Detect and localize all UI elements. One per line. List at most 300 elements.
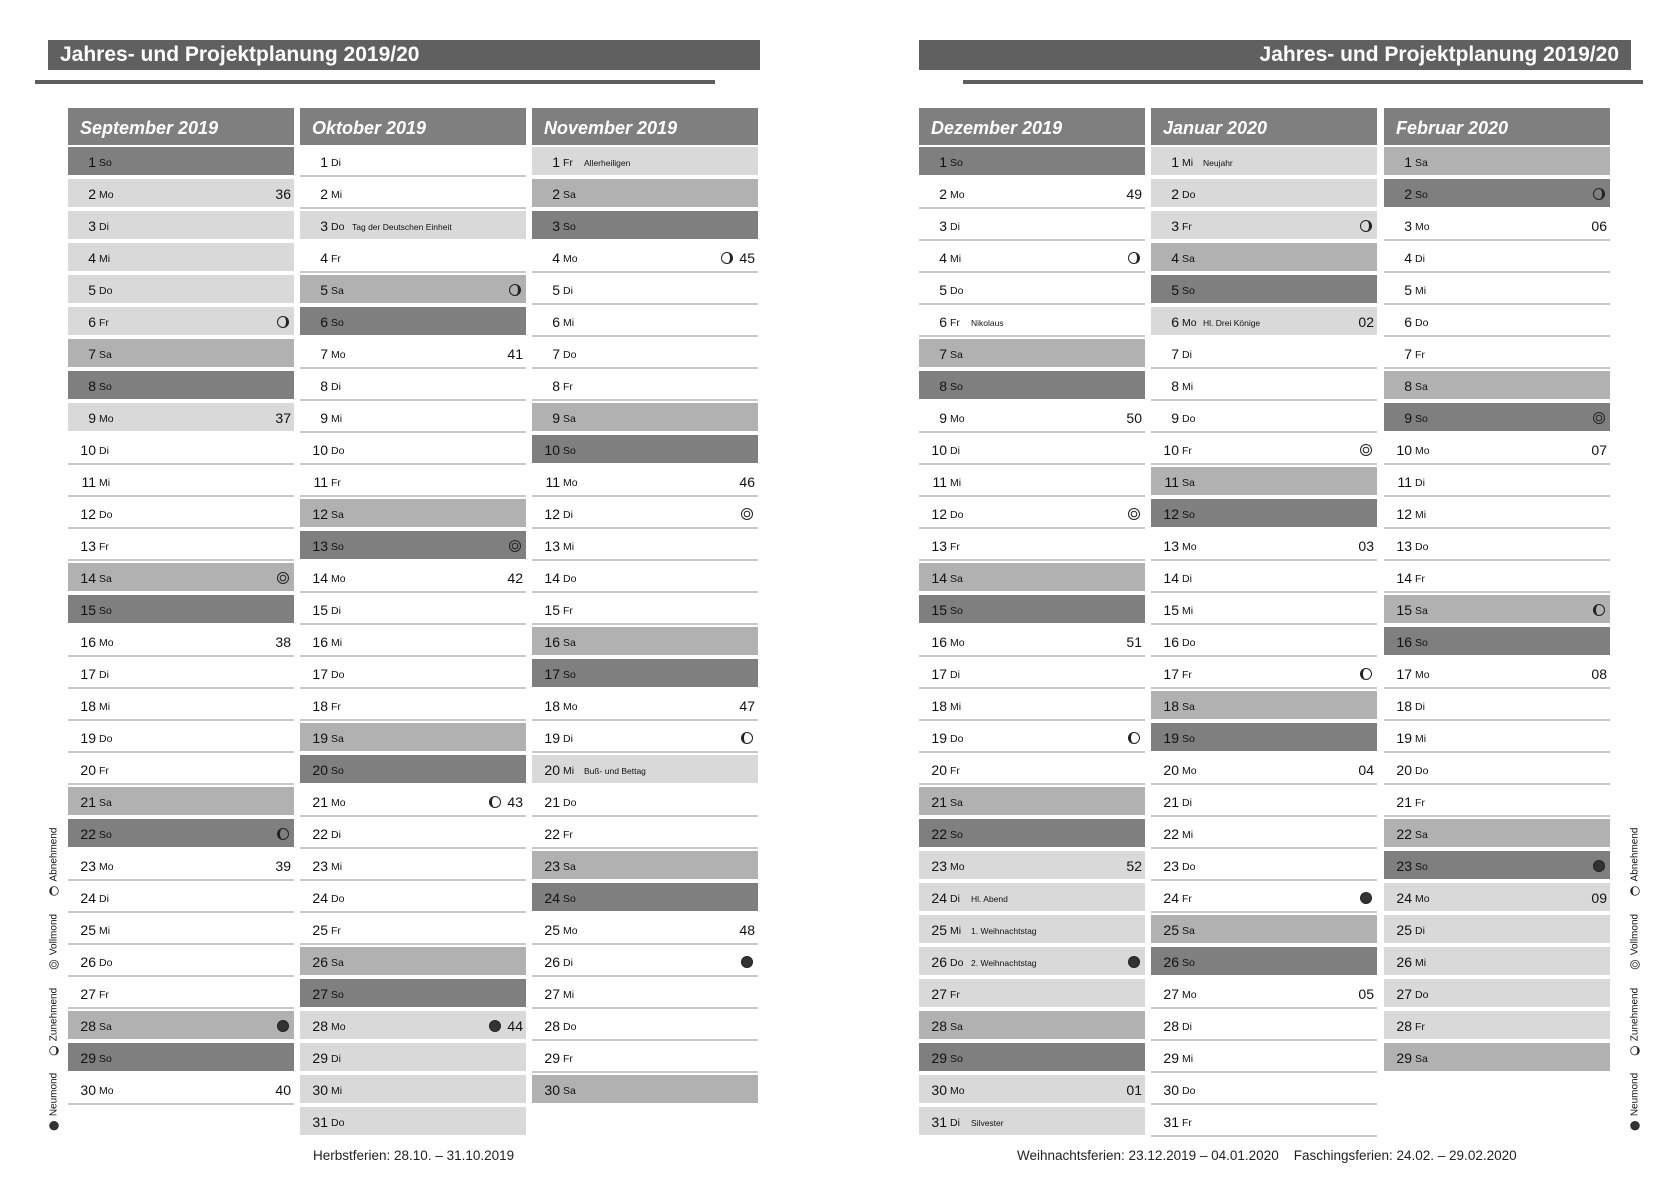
- day-row: [532, 179, 758, 209]
- weekday-label: Fr: [99, 989, 109, 1001]
- week-number: 09: [1591, 890, 1607, 906]
- weekday-label: Fr: [950, 765, 960, 777]
- new-moon-icon: [488, 1019, 502, 1033]
- day-number: 31: [1163, 1114, 1179, 1130]
- weekday-label: Fr: [563, 157, 573, 169]
- day-row: [919, 147, 1145, 177]
- weekday-label: Do: [563, 349, 577, 361]
- weekday-label: Di: [1415, 701, 1425, 713]
- day-row: [300, 499, 526, 529]
- waning-moon-icon: [1592, 603, 1606, 617]
- month-column: [1151, 108, 1377, 1137]
- day-row: [919, 435, 1145, 465]
- day-number: 12: [1396, 506, 1412, 522]
- day-row: [300, 1043, 526, 1073]
- week-number: 01: [1126, 1082, 1142, 1098]
- day-row: [1151, 467, 1377, 497]
- day-row: [919, 339, 1145, 369]
- weekday-label: Sa: [950, 349, 963, 361]
- weekday-label: Do: [950, 285, 964, 297]
- week-number: 05: [1358, 986, 1374, 1002]
- weekday-label: Mo: [1415, 893, 1430, 905]
- day-number: 19: [80, 730, 96, 746]
- day-number: 30: [80, 1082, 96, 1098]
- day-number: 7: [1404, 346, 1412, 362]
- day-row: [919, 787, 1145, 817]
- week-number: 06: [1591, 218, 1607, 234]
- day-number: 11: [313, 474, 328, 490]
- day-number: 7: [1171, 346, 1179, 362]
- weekday-label: Fr: [99, 765, 109, 777]
- weekday-label: So: [563, 445, 576, 457]
- day-row: [1384, 979, 1610, 1009]
- day-number: 15: [312, 602, 328, 618]
- day-number: 14: [544, 570, 560, 586]
- day-row: [532, 563, 758, 593]
- day-number: 5: [939, 282, 947, 298]
- day-number: 27: [544, 986, 560, 1002]
- day-row: [1384, 275, 1610, 305]
- weekday-label: Sa: [331, 957, 344, 969]
- weekday-label: So: [331, 989, 344, 1001]
- day-number: 14: [1396, 570, 1412, 586]
- day-row: [919, 1107, 1145, 1137]
- day-number: 14: [1163, 570, 1179, 586]
- week-number: 08: [1591, 666, 1607, 682]
- weekday-label: Sa: [99, 797, 112, 809]
- month-column: [1384, 108, 1610, 1073]
- day-list: [1384, 147, 1610, 1073]
- title-underline: [963, 80, 1643, 84]
- new-moon-icon: [1630, 1120, 1641, 1131]
- legend-item: [1625, 902, 1645, 982]
- day-number: 10: [1163, 442, 1179, 458]
- day-number: 15: [931, 602, 947, 618]
- day-number: 26: [1396, 954, 1412, 970]
- day-row: [68, 627, 294, 657]
- weekday-label: Mi: [1182, 1053, 1194, 1065]
- weekday-label: Sa: [950, 573, 963, 585]
- day-number: 10: [931, 442, 947, 458]
- waxing-moon-icon: [1127, 251, 1141, 265]
- day-row: [68, 595, 294, 625]
- day-number: 8: [552, 378, 560, 394]
- day-number: 16: [1396, 634, 1412, 650]
- day-row: [532, 595, 758, 625]
- month-column: [532, 108, 758, 1105]
- weekday-label: Do: [563, 797, 577, 809]
- weekday-label: Fr: [1415, 573, 1425, 585]
- day-number: 2: [939, 186, 947, 202]
- weekday-label: Fr: [1182, 445, 1192, 457]
- day-row: [68, 787, 294, 817]
- day-row: [919, 691, 1145, 721]
- day-number: 9: [552, 410, 560, 426]
- day-row: [68, 467, 294, 497]
- weekday-label: So: [331, 765, 344, 777]
- new-moon-icon: [1127, 955, 1141, 969]
- weekday-label: Do: [1415, 765, 1429, 777]
- moon-legend: [1625, 822, 1645, 1132]
- day-number: 15: [80, 602, 96, 618]
- page-title: Jahres- und Projektplanung 2019/20: [48, 40, 760, 70]
- day-number: 6: [552, 314, 560, 330]
- day-row: [68, 1075, 294, 1105]
- day-number: 3: [1171, 218, 1179, 234]
- weekday-label: So: [99, 829, 112, 841]
- weekday-label: Do: [331, 893, 345, 905]
- weekday-label: Di: [1415, 253, 1425, 265]
- week-number: 02: [1358, 314, 1374, 330]
- month-column: [300, 108, 526, 1137]
- weekday-label: Fr: [1182, 893, 1192, 905]
- day-number: 7: [320, 346, 328, 362]
- day-row: [68, 1043, 294, 1073]
- weekday-label: Do: [99, 733, 113, 745]
- day-number: 9: [320, 410, 328, 426]
- weekday-label: So: [1415, 637, 1428, 649]
- week-number: 40: [275, 1082, 291, 1098]
- holiday-label: Buß- und Bettag: [584, 766, 646, 776]
- weekday-label: Di: [950, 221, 960, 233]
- day-row: [532, 851, 758, 881]
- day-number: 22: [312, 826, 328, 842]
- weekday-label: Sa: [99, 1021, 112, 1033]
- day-row: [300, 851, 526, 881]
- weekday-label: Fr: [331, 701, 341, 713]
- day-number: 5: [88, 282, 96, 298]
- waxing-moon-icon: [508, 283, 522, 297]
- day-row: [532, 243, 758, 273]
- day-number: 3: [88, 218, 96, 234]
- day-number: 24: [1163, 890, 1179, 906]
- week-number: 38: [275, 634, 291, 650]
- weekday-label: Di: [99, 893, 109, 905]
- day-row: [1151, 1107, 1377, 1137]
- week-number: 43: [507, 794, 523, 810]
- weekday-label: So: [1415, 861, 1428, 873]
- day-number: 16: [931, 634, 947, 650]
- weekday-label: Do: [1182, 1085, 1196, 1097]
- weekday-label: Mo: [1415, 669, 1430, 681]
- weekday-label: Di: [99, 221, 109, 233]
- weekday-label: Sa: [1415, 829, 1428, 841]
- day-row: [1151, 1011, 1377, 1041]
- day-number: 12: [544, 506, 560, 522]
- day-row: [1384, 531, 1610, 561]
- day-row: [532, 211, 758, 241]
- day-row: [919, 659, 1145, 689]
- day-number: 12: [1163, 506, 1179, 522]
- weekday-label: Mi: [950, 477, 962, 489]
- weekday-label: Di: [1182, 797, 1192, 809]
- day-row: [1384, 499, 1610, 529]
- day-number: 16: [1163, 634, 1179, 650]
- week-number: 39: [275, 858, 291, 874]
- day-number: 2: [552, 186, 560, 202]
- holiday-label: 1. Weihnachtstag: [971, 926, 1037, 936]
- day-row: [1151, 275, 1377, 305]
- day-row: [300, 531, 526, 561]
- weekday-label: Do: [1182, 861, 1196, 873]
- weekday-label: So: [99, 157, 112, 169]
- day-number: 29: [544, 1050, 560, 1066]
- weekday-label: Fr: [1415, 1021, 1425, 1033]
- day-number: 10: [312, 442, 328, 458]
- week-number: 37: [275, 410, 291, 426]
- day-row: [1384, 147, 1610, 177]
- day-row: [300, 147, 526, 177]
- legend-label: Vollmond: [48, 913, 60, 956]
- legend-label: Abnehmend: [48, 827, 60, 882]
- day-row: [1384, 243, 1610, 273]
- weekday-label: So: [1415, 413, 1428, 425]
- weekday-label: Sa: [950, 797, 963, 809]
- day-number: 17: [80, 666, 96, 682]
- day-row: [1151, 435, 1377, 465]
- week-number: 07: [1591, 442, 1607, 458]
- weekday-label: So: [950, 829, 963, 841]
- day-row: [68, 499, 294, 529]
- new-moon-icon: [49, 1120, 60, 1131]
- day-number: 28: [312, 1018, 328, 1034]
- weekday-label: Mo: [99, 413, 114, 425]
- day-number: 29: [1396, 1050, 1412, 1066]
- day-number: 26: [1163, 954, 1179, 970]
- weekday-label: Mo: [950, 861, 965, 873]
- weekday-label: Sa: [1415, 605, 1428, 617]
- day-row: [532, 659, 758, 689]
- weekday-label: So: [950, 381, 963, 393]
- day-number: 15: [1163, 602, 1179, 618]
- day-row: [532, 531, 758, 561]
- day-number: 13: [1396, 538, 1412, 554]
- month-column: [919, 108, 1145, 1137]
- day-number: 15: [1396, 602, 1412, 618]
- day-number: 9: [939, 410, 947, 426]
- weekday-label: Mi: [331, 413, 343, 425]
- legend-label: Zunehmend: [1629, 987, 1641, 1042]
- weekday-label: Do: [563, 1021, 577, 1033]
- day-row: [1384, 947, 1610, 977]
- day-row: [919, 819, 1145, 849]
- day-row: [68, 307, 294, 337]
- day-row: [1384, 883, 1610, 913]
- day-row: [68, 1011, 294, 1041]
- day-row: [1384, 819, 1610, 849]
- day-number: 16: [544, 634, 560, 650]
- weekday-label: Mi: [950, 925, 962, 937]
- day-row: [1151, 915, 1377, 945]
- week-number: 42: [507, 570, 523, 586]
- holiday-label: Silvester: [971, 1118, 1004, 1128]
- day-list: [532, 147, 758, 1105]
- waning-moon-icon: [1127, 731, 1141, 745]
- day-row: [532, 1011, 758, 1041]
- day-row: [919, 563, 1145, 593]
- weekday-label: So: [1182, 285, 1195, 297]
- weekday-label: Di: [1182, 573, 1192, 585]
- weekday-label: Fr: [1415, 349, 1425, 361]
- weekday-label: Mi: [563, 765, 575, 777]
- day-number: 22: [80, 826, 96, 842]
- day-number: 17: [1163, 666, 1179, 682]
- day-row: [919, 883, 1145, 913]
- day-row: [919, 371, 1145, 401]
- legend-item: [44, 982, 64, 1062]
- day-row: [68, 979, 294, 1009]
- weekday-label: Mo: [950, 413, 965, 425]
- day-row: [300, 627, 526, 657]
- day-row: [919, 755, 1145, 785]
- week-number: 36: [275, 186, 291, 202]
- footer-holidays: Weihnachtsferien: 23.12.2019 – 04.01.2020 Faschingsferien: 24.02. – 29.02.2020: [1017, 1148, 1517, 1163]
- day-row: [68, 755, 294, 785]
- day-row: [919, 179, 1145, 209]
- day-number: 4: [1404, 250, 1412, 266]
- weekday-label: Sa: [1415, 1053, 1428, 1065]
- day-list: [1151, 147, 1377, 1137]
- day-number: 2: [1171, 186, 1179, 202]
- holiday-label: 2. Weihnachtstag: [971, 958, 1037, 968]
- day-number: 7: [552, 346, 560, 362]
- weekday-label: Sa: [563, 189, 576, 201]
- day-number: 8: [939, 378, 947, 394]
- full-moon-icon: [740, 507, 754, 521]
- day-number: 5: [1404, 282, 1412, 298]
- day-row: [1151, 883, 1377, 913]
- day-row: [1151, 723, 1377, 753]
- day-number: 22: [931, 826, 947, 842]
- weekday-label: Fr: [1182, 221, 1192, 233]
- waxing-moon-icon: [1630, 1045, 1641, 1056]
- day-number: 20: [1163, 762, 1179, 778]
- day-row: [1151, 243, 1377, 273]
- weekday-label: Sa: [563, 1085, 576, 1097]
- weekday-label: So: [1182, 957, 1195, 969]
- legend-item: [1625, 982, 1645, 1062]
- weekday-label: Mo: [331, 1021, 346, 1033]
- day-number: 5: [1171, 282, 1179, 298]
- day-number: 22: [1396, 826, 1412, 842]
- new-moon-icon: [740, 955, 754, 969]
- day-number: 21: [931, 794, 947, 810]
- day-number: 20: [80, 762, 96, 778]
- day-number: 4: [88, 250, 96, 266]
- day-row: [1384, 211, 1610, 241]
- day-number: 10: [1396, 442, 1412, 458]
- weekday-label: Sa: [1182, 253, 1195, 265]
- weekday-label: Di: [1415, 477, 1425, 489]
- legend-item: [1625, 822, 1645, 902]
- day-number: 18: [1396, 698, 1412, 714]
- day-number: 3: [320, 218, 328, 234]
- day-row: [300, 723, 526, 753]
- day-row: [919, 531, 1145, 561]
- weekday-label: So: [1182, 509, 1195, 521]
- day-number: 14: [312, 570, 328, 586]
- weekday-label: Di: [331, 605, 341, 617]
- month-header: Januar 2020: [1151, 108, 1377, 145]
- weekday-label: Mi: [1415, 957, 1427, 969]
- weekday-label: Di: [563, 957, 573, 969]
- day-number: 21: [1396, 794, 1412, 810]
- weekday-label: Do: [563, 573, 577, 585]
- weekday-label: Mo: [1182, 989, 1197, 1001]
- weekday-label: Mo: [950, 189, 965, 201]
- legend-label: Abnehmend: [1629, 827, 1641, 882]
- holiday-label: Tag der Deutschen Einheit: [352, 222, 452, 232]
- day-row: [300, 339, 526, 369]
- day-row: [1151, 371, 1377, 401]
- day-row: [532, 883, 758, 913]
- day-row: [1151, 1043, 1377, 1073]
- weekday-label: Mo: [950, 637, 965, 649]
- holiday-label: Nikolaus: [971, 318, 1004, 328]
- weekday-label: Do: [1182, 637, 1196, 649]
- day-row: [300, 563, 526, 593]
- day-row: [1151, 659, 1377, 689]
- day-row: [300, 659, 526, 689]
- weekday-label: Mo: [99, 189, 114, 201]
- weekday-label: So: [1415, 189, 1428, 201]
- day-row: [532, 339, 758, 369]
- day-number: 9: [88, 410, 96, 426]
- full-moon-icon: [1592, 411, 1606, 425]
- weekday-label: Sa: [99, 573, 112, 585]
- day-number: 21: [312, 794, 328, 810]
- day-row: [532, 979, 758, 1009]
- week-number: 50: [1126, 410, 1142, 426]
- weekday-label: Do: [331, 1117, 345, 1129]
- week-number: 46: [739, 474, 755, 490]
- day-number: 20: [312, 762, 328, 778]
- weekday-label: Fr: [331, 925, 341, 937]
- legend-item: [44, 1062, 64, 1142]
- weekday-label: Sa: [1415, 157, 1428, 169]
- footer-holidays: Herbstferien: 28.10. – 31.10.2019: [313, 1148, 515, 1163]
- weekday-label: So: [331, 317, 344, 329]
- weekday-label: Fr: [1415, 797, 1425, 809]
- day-number: 18: [80, 698, 96, 714]
- day-number: 23: [312, 858, 328, 874]
- weekday-label: Mo: [950, 1085, 965, 1097]
- day-row: [68, 563, 294, 593]
- day-number: 3: [939, 218, 947, 234]
- weekday-label: Di: [1182, 349, 1192, 361]
- day-row: [68, 147, 294, 177]
- legend-label: Neumond: [48, 1072, 60, 1117]
- waning-moon-icon: [740, 731, 754, 745]
- weekday-label: Fr: [99, 541, 109, 553]
- week-number: 44: [507, 1018, 523, 1034]
- day-row: [1384, 787, 1610, 817]
- day-row: [532, 723, 758, 753]
- weekday-label: Fr: [563, 605, 573, 617]
- day-number: 25: [312, 922, 328, 938]
- weekday-label: Di: [331, 1053, 341, 1065]
- day-number: 21: [80, 794, 96, 810]
- weekday-label: Di: [950, 893, 960, 905]
- day-row: [1384, 691, 1610, 721]
- day-number: 20: [1396, 762, 1412, 778]
- new-moon-icon: [1359, 891, 1373, 905]
- weekday-label: Mi: [563, 317, 575, 329]
- day-number: 8: [88, 378, 96, 394]
- weekday-label: Mi: [331, 1085, 343, 1097]
- weekday-label: Mo: [1415, 445, 1430, 457]
- day-number: 3: [552, 218, 560, 234]
